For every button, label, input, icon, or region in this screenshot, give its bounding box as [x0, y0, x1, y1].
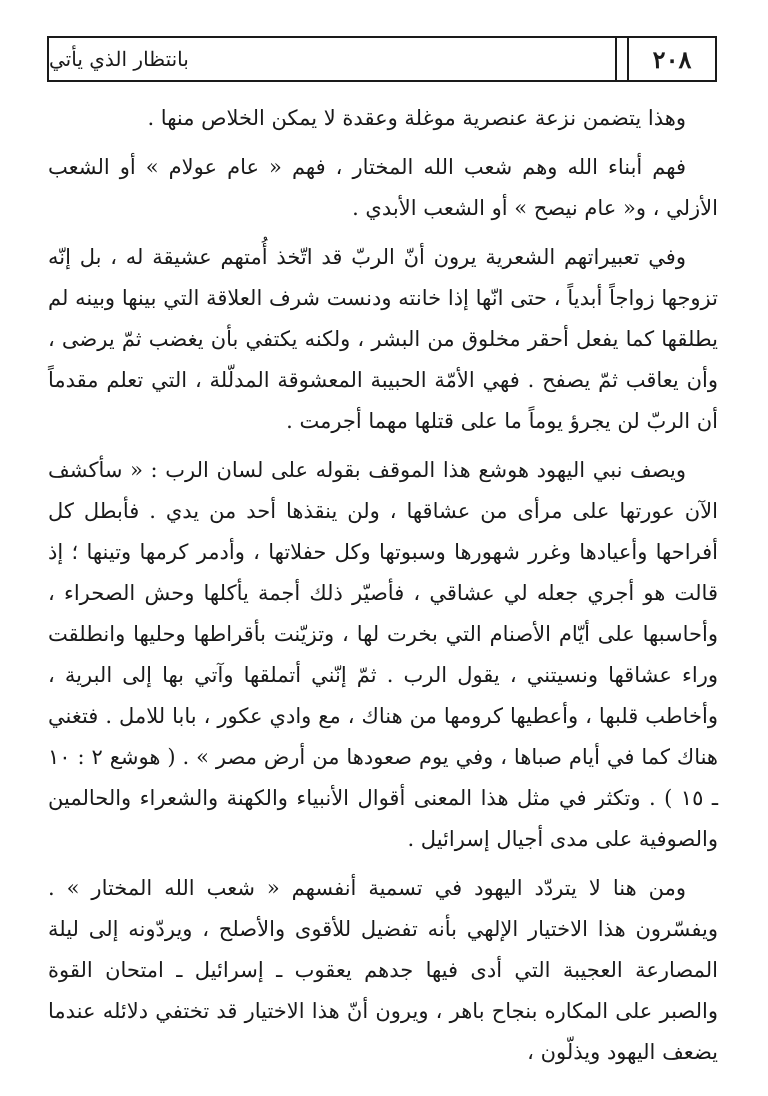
page-header [47, 36, 717, 82]
paragraph: ومن هنا لا يتردّد اليهود في تسمية أنفسهم « شعب الله المختار » . ويفسّرون هذا الاختيار الإلهي بأنه تفضيل للأقوى والأصلح ، ويردّونه إلى ليلة المصارعة العجيبة التي أدى فيها جدهم يعقوب ـ إسرائيل ـ امتحان القوة والصبر على المكاره بنجاح باهر ، ويرون أنّ هذا الاختيار قد تختفي دلائله عندما يضعف اليهود ويذلّون ، [48, 876, 718, 1064]
page-number: ٢٠٨ [652, 44, 692, 74]
body-text [48, 98, 718, 1073]
divider-rule [615, 38, 617, 80]
running-title: بانتظار الذي يأتي [49, 47, 189, 71]
paragraph: فهم أبناء الله وهم شعب الله المختار ، فهم « عام عولام » أو الشعب الأزلي ، و« عام نيصح » أو الشعب الأبدي . [48, 155, 718, 220]
paragraph: وهذا يتضمن نزعة عنصرية موغلة وعقدة لا يمكن الخلاص منها . [147, 106, 686, 130]
header-divider [615, 38, 629, 80]
paragraph: ويصف نبي اليهود هوشع هذا الموقف بقوله على لسان الرب : « سأكشف الآن عورتها على مرأى من عشاقها ، ولن ينقذها أحد من يدي . فأبطل كل أفراحها وأعيادها وغرر شهورها وسبوتها وكل حفلاتها ، وأدمر كرمها وتينها ؛ إذ قالت هو أجري جعله لي عشاقي ، فأصيّر ذلك أجمة يأكلها وحش الصحراء ، وأحاسبها على أيّام الأصنام التي بخرت لها ، وتزيّنت بأقراطها وحليها وانطلقت وراء عشاقها ونسيتني ، يقول الرب . ثمّ إنّني أتملقها وآتي بها إلى البرية ، وأخاطب قلبها ، وأعطيها كرومها من هناك ، مع وادي عكور ، بابا للامل . فتغني هناك كما في أيام صباها ، وفي يوم صعودها من أرض مصر » . ( هوشع ٢ : ١٠ ـ ١٥ ) . وتكثر في مثل هذا المعنى أقوال الأنبياء والكهنة والشعراء والحالمين والصوفية على مدى أجيال إسرائيل . [48, 458, 719, 851]
paragraph: وفي تعبيراتهم الشعرية يرون أنّ الربّ قد اتّخذ أُمتهم عشيقة له ، بل إنّه تزوجها زواجاً أبدياً ، حتى انّها إذا خانته ودنست شرف العلاقة التي بينها وبينه لم يطلقها كما يفعل أحقر مخلوق من البشر ، ولكنه يكتفي بأن يغضب ثمّ يرضى ، وأن يعاقب ثمّ يصفح . فهي الأمّة الحبيبة المعشوقة المدلّلة ، التي تعلم مقدماً أن الربّ لن يجرؤ يوماً ما على قتلها مهما أجرمت . [48, 245, 718, 433]
